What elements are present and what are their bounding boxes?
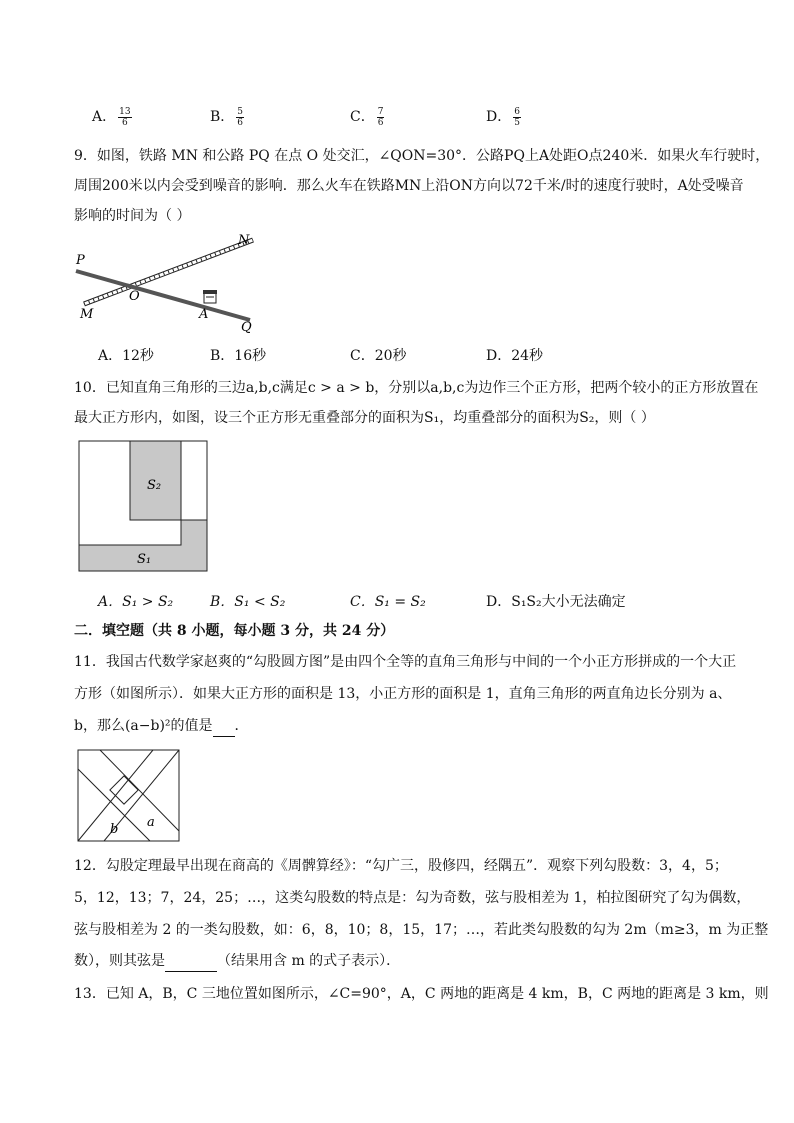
q12-line-2: 5，12，13；7，24，25；…，这类勾股数的特点是：勾为奇数，弦与股相差为 1，柏拉图研究了勾为偶数， — [74, 890, 751, 906]
denominator: 6 — [121, 117, 128, 128]
q10-option-c: C．S₁ = S₂ — [350, 594, 426, 610]
label-s2: S₂ — [147, 478, 162, 493]
denominator: 6 — [237, 117, 244, 128]
q9-option-c: C．20秒 — [350, 348, 407, 364]
denominator: 5 — [514, 117, 520, 128]
q10-line-2: 最大正方形内，如图，设三个正方形无重叠部分的面积为S₁，均重叠部分的面积为S₂，则（ ） — [74, 410, 655, 426]
label-b: b — [110, 822, 119, 837]
q9-option-b: B．16秒 — [210, 348, 267, 364]
label-a: a — [147, 815, 155, 830]
option-label: A． — [92, 109, 117, 125]
denominator: 6 — [377, 117, 384, 128]
q13-line-1: 13．已知 A，B，C 三地位置如图所示，∠C=90°，A，C 两地的距离是 4 km，B，C 两地的距离是 3 km，则 — [74, 986, 769, 1002]
label-q: Q — [241, 320, 252, 335]
numerator: 6 — [514, 106, 520, 117]
section-title: 二．填空题（共 8 小题，每小题 3 分，共 24 分） — [74, 623, 395, 639]
q12-line-4-text: 数），则其弦是 — [74, 953, 165, 969]
q11-line-3-end: ． — [234, 718, 249, 734]
option-label: B． — [210, 109, 235, 125]
q9-option-d: D．24秒 — [486, 348, 544, 364]
q10-option-d: D．S₁S₂大小无法确定 — [486, 594, 626, 610]
label-n: N — [238, 233, 250, 248]
q12-line-4 — [74, 951, 400, 972]
q10-option-b: B．S₁ < S₂ — [210, 594, 286, 610]
q11-line-3-text: b，那么(a−b)²的值是 — [74, 718, 213, 734]
answer-blank[interactable] — [165, 951, 217, 972]
numerator: 7 — [377, 106, 384, 117]
q12-line-3: 弦与股相差为 2 的一类勾股数，如：6，8，10；8，15，17；…，若此类勾股数的勾为 2m（m≥3，m 为正整 — [74, 922, 769, 938]
q12-line-1: 12．勾股定理最早出现在商高的《周髀算经》：“勾广三，股修四，经隅五”．观察下列勾股数：3，4，5； — [74, 858, 728, 874]
numerator: 13 — [119, 106, 131, 117]
option-label: C． — [350, 109, 375, 125]
label-m: M — [80, 307, 94, 322]
label-a: A — [199, 307, 209, 322]
label-p: P — [76, 253, 85, 268]
q9-line-2: 周围200米以内会受到噪音的影响．那么火车在铁路MN上沿ON方向以72千米/时的速度行驶时，A处受噪音 — [74, 178, 744, 194]
q9-line-1: 9．如图，铁路 MN 和公路 PQ 在点 O 处交汇，∠QON=30°．公路PQ上A处距O点240米．如果火车行驶时， — [74, 148, 770, 164]
label-o: O — [129, 289, 140, 304]
q10-line-1: 10．已知直角三角形的三边a,b,c满足c > a > b，分别以a,b,c为边作三个正方形，把两个较小的正方形放置在 — [74, 380, 759, 396]
label-s1: S₁ — [137, 552, 152, 567]
big-square — [78, 750, 179, 841]
q10-option-a: A．S₁ > S₂ — [98, 594, 174, 610]
q9-option-a: A．12秒 — [98, 348, 154, 364]
q11-line-1: 11．我国古代数学家赵爽的“勾股圆方图”是由四个全等的直角三角形与中间的一个小正方形拼成的一个大正 — [74, 654, 737, 670]
q11-line-2: 方形（如图所示）．如果大正方形的面积是 13，小正方形的面积是 1，直角三角形的两直角边长分别为 a、 — [74, 686, 732, 702]
option-label: D． — [486, 109, 512, 125]
q12-line-4-end: （结果用含 m 的式子表示）． — [217, 953, 401, 969]
q9-line-3: 影响的时间为（ ） — [74, 208, 191, 224]
numerator: 5 — [237, 106, 244, 117]
